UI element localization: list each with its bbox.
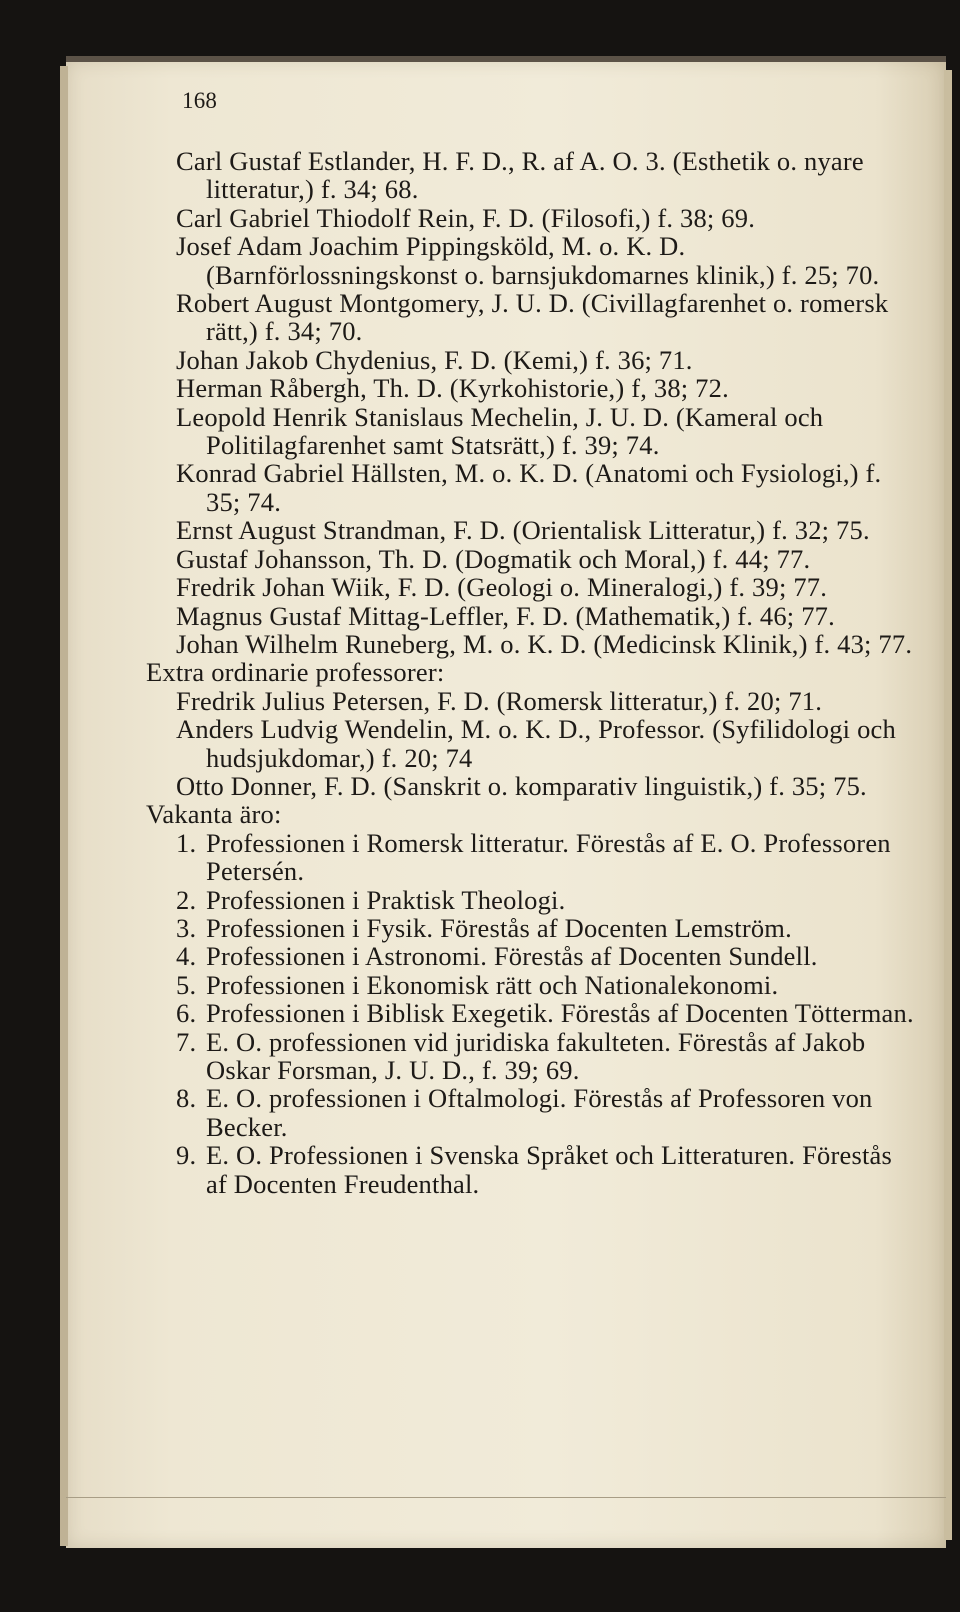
vacant-item-number: 3. xyxy=(176,912,197,943)
professor-entry: Magnus Gustaf Mittag-Leffler, F. D. (Mathematik,) f. 46; 77. xyxy=(176,600,835,631)
vacant-item-text: Professionen i Praktisk Theologi. xyxy=(206,884,566,915)
vacant-item-number: 5. xyxy=(176,969,197,1000)
bottom-rule xyxy=(66,1497,946,1498)
page-content xyxy=(146,147,916,1198)
vacant-item-text: Professionen i Astronomi. Förestås af Docenten Sundell. xyxy=(206,941,818,972)
vacant-list xyxy=(146,829,916,1198)
professor-entry: Robert August Montgomery, J. U. D. (Civillagfarenhet o. romersk rätt,) f. 34; 70. xyxy=(176,288,889,347)
vacant-item xyxy=(146,1084,916,1141)
extra-professor-entry: Anders Ludvig Wendelin, M. o. K. D., Professor. (Syfilidologi och hudsjukdomar,) f. 20; 74 xyxy=(176,714,896,773)
vacant-item-text: Professionen i Romersk litteratur. Förestås af E. O. Professoren Petersén. xyxy=(206,827,891,887)
page-edge-right xyxy=(944,70,952,1540)
page-number: 168 xyxy=(182,88,218,113)
top-rule xyxy=(66,56,946,62)
professor-entry: Josef Adam Joachim Pippingsköld, M. o. K. D. (Barnförlossningskonst o. barnsjukdomarnes klinik,) f. 25; 70. xyxy=(176,231,880,290)
extra-ordinarie-heading: Extra ordinarie professorer: xyxy=(146,657,445,688)
vacant-item-number: 8. xyxy=(176,1083,197,1114)
professor-entry: Ernst August Strandman, F. D. (Orientalisk Litteratur,) f. 32; 75. xyxy=(176,515,870,546)
professor-entry: Johan Wilhelm Runeberg, M. o. K. D. (Medicinsk Klinik,) f. 43; 77. xyxy=(176,628,913,659)
vacant-item xyxy=(146,942,916,970)
vacant-item xyxy=(146,971,916,999)
paper-page xyxy=(66,60,946,1548)
vacant-item xyxy=(146,999,916,1027)
professor-entry: Johan Jakob Chydenius, F. D. (Kemi,) f. 36; 71. xyxy=(176,344,693,375)
vacant-item xyxy=(146,829,916,886)
professor-entry: Leopold Henrik Stanislaus Mechelin, J. U. D. (Kameral och Politilagfarenhet samt Statsrätt,) f. 39; 74. xyxy=(176,401,824,461)
vacant-item-text: Professionen i Biblisk Exegetik. Förestås af Docenten Tötterman. xyxy=(206,998,914,1029)
professor-entry: Carl Gabriel Thiodolf Rein, F. D. (Filosofi,) f. 38; 69. xyxy=(176,202,756,233)
vacant-item xyxy=(146,886,916,914)
extra-professor-entry: Fredrik Julius Petersen, F. D. (Romersk litteratur,) f. 20; 71. xyxy=(176,685,823,716)
vacant-item-number: 9. xyxy=(176,1140,197,1171)
vacant-item-text: E. O. professionen i Oftalmologi. Förestås af Professoren von Becker. xyxy=(206,1083,873,1142)
professor-entry: Herman Råbergh, Th. D. (Kyrkohistorie,) f, 38; 72. xyxy=(176,373,729,404)
vacant-item-text: Professionen i Ekonomisk rätt och Nationalekonomi. xyxy=(206,969,779,1000)
vacant-item-number: 2. xyxy=(176,884,197,915)
professor-list xyxy=(146,147,916,658)
vacant-item-text: E. O. Professionen i Svenska Språket och Litteraturen. Förestås af Docenten Freudenthal. xyxy=(206,1140,892,1199)
page-edge-left xyxy=(60,66,68,1546)
vacant-item xyxy=(146,1141,916,1198)
extra-professor-list xyxy=(146,687,916,801)
vacant-item-number: 6. xyxy=(176,998,197,1029)
vacant-item-number: 7. xyxy=(176,1026,197,1057)
vacant-item xyxy=(146,1028,916,1085)
vacant-heading: Vakanta äro: xyxy=(146,799,282,830)
professor-entry: Fredrik Johan Wiik, F. D. (Geologi o. Mineralogi,) f. 39; 77. xyxy=(176,572,828,603)
professor-entry: Carl Gustaf Estlander, H. F. D., R. af A. O. 3. (Esthetik o. nyare litteratur,) f. 34; 68. xyxy=(176,146,864,205)
vacant-item xyxy=(146,914,916,942)
professor-entry: Konrad Gabriel Hällsten, M. o. K. D. (Anatomi och Fysiologi,) f. 35; 74. xyxy=(176,458,882,517)
vacant-item-text: Professionen i Fysik. Förestås af Docenten Lemström. xyxy=(206,912,792,943)
vacant-item-number: 4. xyxy=(176,941,197,972)
vacant-item-text: E. O. professionen vid juridiska fakulteten. Förestås af Jakob Oskar Forsman, J. U. D., f. 39; 69. xyxy=(206,1026,866,1085)
professor-entry: Gustaf Johansson, Th. D. (Dogmatik och Moral,) f. 44; 77. xyxy=(176,543,811,574)
vacant-item-number: 1. xyxy=(176,827,197,858)
extra-professor-entry: Otto Donner, F. D. (Sanskrit o. komparativ linguistik,) f. 35; 75. xyxy=(176,770,867,801)
